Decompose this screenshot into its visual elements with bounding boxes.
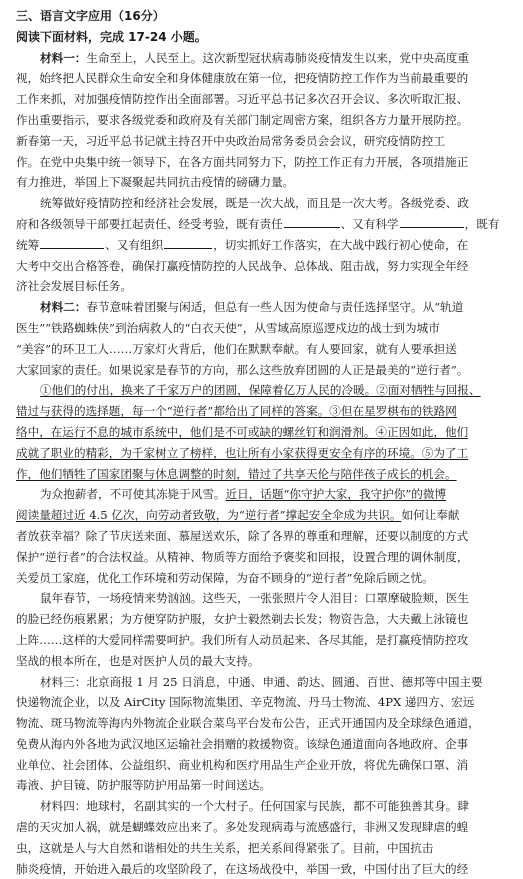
paragraph-line: 的脸已经伤痕累累；为方便穿防护服，女护士毅然剃去长发；物资告急，大夫戴上泳镜也: [16, 612, 469, 627]
paragraph-line: [16, 235, 509, 256]
paragraph-line: 医生”“铁路蜘蛛侠”到治病救人的“白衣天使”，从雪域高原巡逻戍边的战士到为城市: [16, 320, 440, 335]
paragraph-line: 大家回家的责任。如果说家是春节的方向，那么这些放弃团圆的人正是最美的“逆行者”。: [16, 362, 469, 377]
text-run: ，既有: [464, 216, 500, 231]
paragraph-line: 免费从海内外各地为武汉地区运输社会捐赠的救援物资。该绿色通道面向各地政府、企事: [16, 736, 469, 751]
paragraph-line: 新春第一天，习近平总书记就主持召开中央政治局常务委员会会议，研究疫情防控工: [16, 133, 445, 148]
paragraph-line: [16, 297, 509, 318]
paragraph-line: 作。在党中央集中统一领导下，在各方面共同努力下，防控工作正有力开展，各项措施正: [16, 154, 469, 169]
text-run: 府和各级领导干部要扛起责任、经受考验，既有责任: [16, 216, 283, 231]
text-run: 、又有科学: [340, 216, 399, 231]
paragraph-line: [16, 505, 509, 526]
fill-blank-3: [40, 236, 104, 249]
underlined-line: 作，他们牺牲了国家团聚与休息调整的时刻，错过了共享天伦与陪伴孩子成长的机会。: [16, 466, 457, 481]
underlined-line: 成就了职业的精彩，为千家树立了榜样，也让所有小家获得更安全有序的环境。⑤为了工: [16, 445, 469, 460]
material-three: [16, 672, 509, 797]
underlined-line: 络中，在运行不息的城市系统中，他们是不可或缺的螺丝钉和润滑剂。④正因如此，他们: [16, 424, 469, 439]
material-two: [16, 297, 509, 671]
paragraph-line: 大考中交出合格答卷，确保打赢疫情防控的人民战争、总体战、阻击战，努力实现全年经: [16, 258, 469, 273]
paragraph-line: 有力推进，举国上下凝聚起共同抗击疫情的磅礴力量。: [16, 175, 295, 190]
paragraph-line: 鼠年春节，一场疫情来势汹汹。这些天，一张张照片令人泪目：口罩摩破脸颊，医生: [40, 591, 469, 606]
text-run: 、又有组织: [105, 237, 164, 252]
text-run: 春节意味着团聚与闲适，但总有一些人因为使命与责任选择坚守。从“轨道: [86, 300, 464, 315]
underlined-run: 近日，话题“你守护大家，我守护你”的微博: [225, 487, 447, 502]
paragraph-line: 保护“逆行者”的合法权益。从精神、物质等方面给予褒奖和回报，设置合理的调休制度，: [16, 549, 469, 564]
underlined-line: ①他们的付出，换来了千家万户的团圆，保障着亿万人民的冷暖。②面对牺牲与回报、: [40, 383, 481, 398]
paragraph-line: [16, 484, 509, 505]
fill-blank-2: [400, 215, 464, 228]
text-run: 如何让奉献: [401, 508, 460, 523]
instruction: 阅读下面材料，完成 17-24 小题。: [16, 29, 207, 44]
material-label: 材料二：: [40, 300, 87, 315]
text-run: ，切实抓好工作落实，在大战中践行初心使命，在: [213, 237, 469, 252]
paragraph-line: 物流、斑马物流等海内外物流企业联合菜鸟平台发布公告，正式开通国内及全球绿色通道，: [16, 716, 480, 731]
paragraph-line: 工作来抓，对加强疫情防控作出全面部署。习近平总书记多次召开会议、多次听取汇报、: [16, 92, 469, 107]
material-four: [16, 796, 509, 879]
paragraph-line: 坚战的根本所在，也是对医护人员的最大支持。: [16, 653, 260, 668]
paragraph-line: 材料四：地球村，名副其实的一个大村子。任何国家与民族，都不可能独善其身。肆: [40, 799, 469, 814]
paragraph-line: “美容”的环卫工人……万家灯火背后，他们在默默奉献。有人要回家，就有人要承担送: [16, 341, 457, 356]
paragraph-line: 业单位、社会团体、公益组织、商业机构和医疗用品生产企业开放，将优先确保口罩、消: [16, 757, 469, 772]
paragraph-line: 作出重要指示，要求各级党委和政府及有关部门制定周密方案，组织各方力量开展防控。: [16, 112, 469, 127]
fill-blank-1: [284, 215, 340, 228]
underlined-run: 阅读量超过近 4.5 亿次，向劳动者致敬，为“逆行者”撑起安全伞成为共识。: [16, 508, 402, 523]
paragraph-line: 者放获幸福？除了节庆送来面、慕屋送欢乐，除了各界的尊重和理解，还要以制度的方式: [16, 528, 469, 543]
paragraph-line: 统筹做好疫情防控和经济社会发展，既是一次大战，而且是一次大考。各级党委、政: [40, 196, 469, 211]
text-run: 为众抱薪者，不可使其冻毙于风雪。: [40, 487, 226, 502]
paragraph-line: 上阵……这样的大爱同样需要呵护。我们所有人动员起来、各尽其能，是打赢疫情防控攻: [16, 632, 469, 647]
underlined-line: 错过与获得的选择题，每一个“逆行者”都给出了同样的答案。③但在星罗棋布的铁路网: [16, 404, 457, 419]
paragraph-line: 关爱员工家庭，优化工作环境和劳动保障，为奋不顾身的“逆行者”免除后顾之忧。: [16, 570, 434, 585]
material-label: 材料一：: [40, 50, 87, 65]
paragraph-line: 快递物流企业，以及 AirCity 国际物流集团、辛克物流、丹马士物流、4PX 递四方、宏远: [16, 695, 475, 710]
paragraph-line: 肺炎疫情，开始进入最后的攻坚阶段了，在这场战役中，举国一致，中国付出了巨大的经: [16, 861, 469, 876]
fill-blank-4: [164, 236, 212, 249]
text-run: 生命至上，人民至上。这次新型冠状病毒肺炎疫情发生以来，党中央高度重: [86, 50, 469, 65]
paragraph-line: 材料三：北京商报 1 月 25 日消息，中通、申通、韵达、圆通、百世、德邦等中国主要: [40, 674, 483, 689]
paragraph-line: 虫，这就是人与大自然和谐相处的共生关系，把关系间得紧张了。目前，中国抗击: [16, 840, 434, 855]
paragraph-line: 视，始终把人民群众生命安全和身体健康放在第一位，把疫情防控工作作为当前最重要的: [16, 71, 469, 86]
text-run: 统筹: [16, 237, 40, 252]
paragraph-line: 虐的天灾加人祸，就是蝴蝶效应出来了。多处发现病毒与流感盛行，非洲又发现肆虐的蝗: [16, 820, 469, 835]
paragraph-line: 济社会发展目标任务。: [16, 279, 132, 294]
paragraph-line: [16, 214, 509, 235]
paragraph-line: [16, 48, 509, 69]
paragraph-line: 毒液、护目镜、防护服等防护用品第一时间送达。: [16, 778, 272, 793]
material-one: [16, 48, 509, 298]
section-title: 三、语言文字应用（16分）: [16, 9, 165, 23]
